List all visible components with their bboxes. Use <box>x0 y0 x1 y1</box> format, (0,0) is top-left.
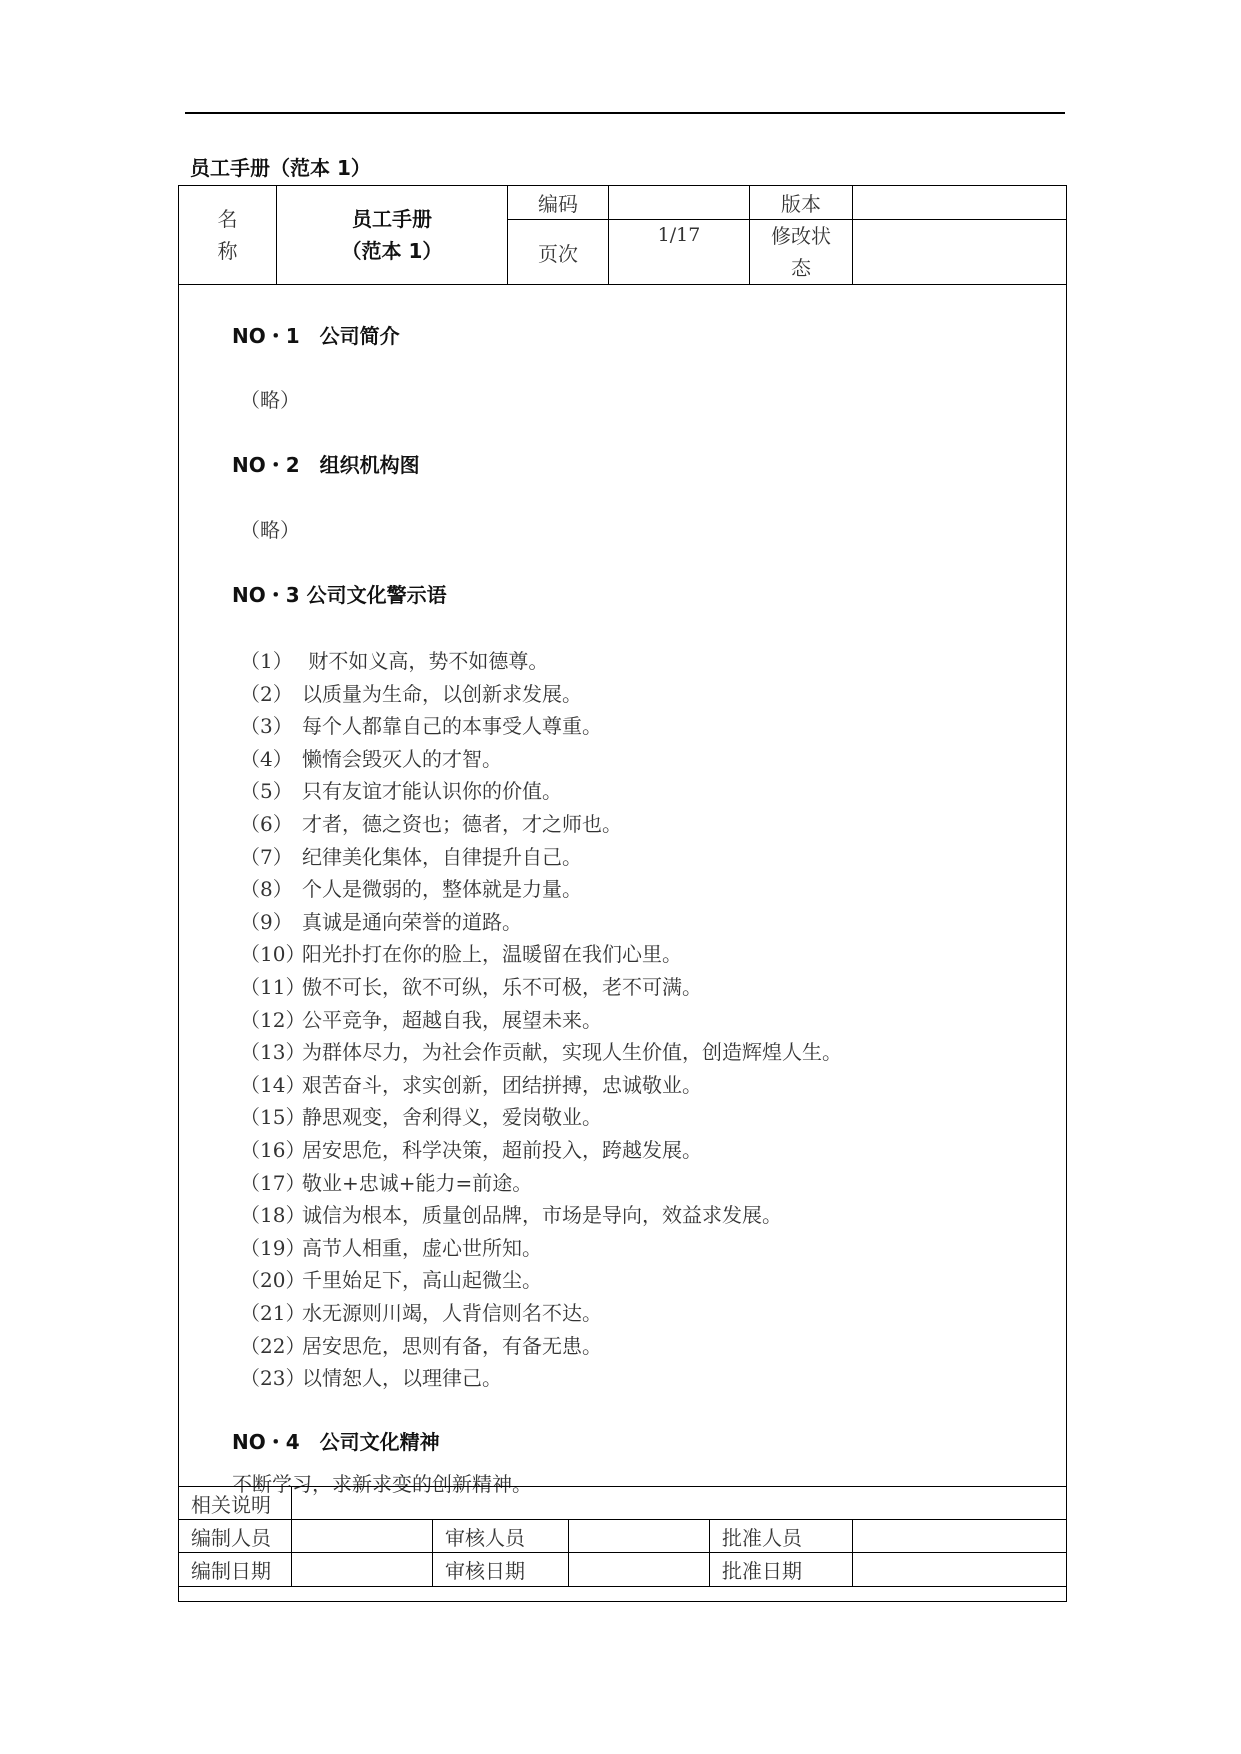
motto-item <box>240 1101 602 1130</box>
motto-number: （23） <box>240 1366 306 1390</box>
notes-value-cell <box>291 1486 1067 1520</box>
name-label-line1: 名 <box>217 207 238 231</box>
code-label-cell <box>507 185 609 220</box>
motto-text: 高节人相重，虚心世所知。 <box>302 1236 542 1260</box>
section-2-body: （略） <box>240 518 300 542</box>
motto-item <box>240 906 522 935</box>
name-label-line2: 称 <box>217 239 238 263</box>
motto-number: （22） <box>240 1334 306 1358</box>
status-value-cell <box>852 219 1067 285</box>
code-label: 编码 <box>538 192 578 216</box>
motto-number: （19） <box>240 1236 306 1260</box>
document-title: 员工手册（范本 1） <box>190 156 371 180</box>
title-line1: 员工手册 <box>352 207 432 231</box>
motto-text: 真诚是通向荣誉的道路。 <box>302 910 522 934</box>
review-date-label-cell <box>432 1552 569 1587</box>
motto-text: 静思观变，舍利得义，爱岗敬业。 <box>302 1105 602 1129</box>
motto-item <box>240 971 702 1000</box>
notes-label-cell <box>178 1486 292 1520</box>
preparer-label: 编制人员 <box>191 1525 271 1550</box>
motto-item <box>240 775 562 804</box>
reviewer-label: 审核人员 <box>445 1525 525 1550</box>
section-4-heading: NO・4 公司文化精神 <box>232 1430 440 1454</box>
motto-text: 公平竞争，超越自我，展望未来。 <box>302 1008 602 1032</box>
approver-label-cell <box>709 1519 853 1553</box>
motto-text: 诚信为根本，质量创品牌，市场是导向，效益求发展。 <box>302 1203 782 1227</box>
reviewer-label-cell <box>432 1519 569 1553</box>
section-2-heading: NO・2 组织机构图 <box>232 453 420 477</box>
motto-number: （4） <box>240 747 293 771</box>
motto-number: （9） <box>240 910 293 934</box>
motto-number: （3） <box>240 714 293 738</box>
version-label: 版本 <box>781 192 821 216</box>
notes-label: 相关说明 <box>191 1492 271 1517</box>
motto-item <box>240 645 548 674</box>
motto-text: 艰苦奋斗，求实创新，团结拼搏，忠诚敬业。 <box>302 1073 702 1097</box>
version-label-cell <box>749 185 853 220</box>
motto-item <box>240 1004 602 1033</box>
motto-number: （15） <box>240 1105 306 1129</box>
motto-text: 个人是微弱的，整体就是力量。 <box>302 877 582 901</box>
approver-label: 批准人员 <box>722 1525 802 1550</box>
motto-text: 每个人都靠自己的本事受人尊重。 <box>302 714 602 738</box>
preparer-value-cell <box>291 1519 433 1553</box>
prepare-date-label: 编制日期 <box>191 1559 271 1583</box>
motto-text: 才者，德之资也；德者，才之师也。 <box>302 812 622 836</box>
motto-number: （11） <box>240 975 306 999</box>
motto-number: （16） <box>240 1138 306 1162</box>
motto-text: 以情恕人，以理律己。 <box>302 1366 502 1390</box>
motto-text: 千里始足下，高山起微尘。 <box>302 1268 542 1292</box>
motto-item <box>240 1199 782 1228</box>
motto-item <box>240 1297 602 1326</box>
motto-item <box>240 1264 542 1293</box>
section-3-heading: NO・3 公司文化警示语 <box>232 583 447 607</box>
motto-number: （5） <box>240 779 293 803</box>
motto-text: 只有友谊才能认识你的价值。 <box>302 779 562 803</box>
page-value: 1/17 <box>657 224 701 246</box>
motto-text: 水无源则川竭，人背信则名不达。 <box>302 1301 602 1325</box>
motto-item <box>240 841 582 870</box>
status-label-cell <box>749 219 853 285</box>
motto-item <box>240 938 682 967</box>
motto-text: 为群体尽力，为社会作贡献，实现人生价值，创造辉煌人生。 <box>302 1040 842 1064</box>
motto-number: （14） <box>240 1073 306 1097</box>
motto-item <box>240 710 602 739</box>
motto-text: 傲不可长，欲不可纵，乐不可极，老不可满。 <box>302 975 702 999</box>
section-1-heading: NO・1 公司简介 <box>232 324 400 348</box>
motto-item <box>240 1362 502 1391</box>
status-label-line1: 修改状 <box>771 224 831 248</box>
version-value-cell <box>852 185 1067 220</box>
name-label-cell <box>178 185 277 285</box>
page-label-cell <box>507 219 609 285</box>
section-1-body: （略） <box>240 388 300 412</box>
motto-item <box>240 1232 542 1261</box>
motto-number: （13） <box>240 1040 306 1064</box>
status-label-line2: 态 <box>791 256 811 280</box>
section-4-body: 不断学习，求新求变的创新精神。 <box>232 1472 532 1496</box>
motto-number: （10） <box>240 942 306 966</box>
motto-item <box>240 743 502 772</box>
review-date-value-cell <box>568 1552 710 1587</box>
approve-date-label-cell <box>709 1552 853 1587</box>
motto-number: （18） <box>240 1203 306 1227</box>
motto-text: 敬业+忠诚+能力=前途。 <box>302 1171 533 1195</box>
motto-text: 财不如义高，势不如德尊。 <box>302 649 549 673</box>
motto-number: （17） <box>240 1171 306 1195</box>
motto-text: 阳光扑打在你的脸上，温暖留在我们心里。 <box>302 942 682 966</box>
title-cell <box>276 185 508 285</box>
motto-number: （1） <box>240 649 293 673</box>
motto-number: （21） <box>240 1301 306 1325</box>
motto-item <box>240 1134 702 1163</box>
code-value-cell <box>608 185 750 220</box>
reviewer-value-cell <box>568 1519 710 1553</box>
motto-item <box>240 1036 842 1065</box>
motto-number: （2） <box>240 682 293 706</box>
motto-item <box>240 1069 702 1098</box>
motto-item <box>240 1330 602 1359</box>
prepare-date-label-cell <box>178 1552 292 1587</box>
motto-text: 以质量为生命，以创新求发展。 <box>302 682 582 706</box>
motto-number: （12） <box>240 1008 306 1032</box>
motto-number: （20） <box>240 1268 306 1292</box>
review-date-label: 审核日期 <box>445 1559 525 1583</box>
preparer-label-cell <box>178 1519 292 1553</box>
page-label: 页次 <box>538 241 578 266</box>
approve-date-label: 批准日期 <box>722 1559 802 1583</box>
motto-item <box>240 873 582 902</box>
motto-number: （6） <box>240 812 293 836</box>
motto-text: 居安思危，科学决策，超前投入，跨越发展。 <box>302 1138 702 1162</box>
approver-value-cell <box>852 1519 1067 1553</box>
motto-number: （8） <box>240 877 293 901</box>
motto-item <box>240 678 582 707</box>
motto-text: 懒惰会毁灭人的才智。 <box>302 747 502 771</box>
approve-date-value-cell <box>852 1552 1067 1587</box>
motto-text: 居安思危，思则有备，有备无患。 <box>302 1334 602 1358</box>
motto-text: 纪律美化集体，自律提升自己。 <box>302 845 582 869</box>
motto-item <box>240 1167 532 1196</box>
top-rule <box>185 112 1065 114</box>
prepare-date-value-cell <box>291 1552 433 1587</box>
motto-item <box>240 808 622 837</box>
motto-number: （7） <box>240 845 293 869</box>
page-value-cell <box>608 219 750 285</box>
title-line2: （范本 1） <box>341 239 443 263</box>
